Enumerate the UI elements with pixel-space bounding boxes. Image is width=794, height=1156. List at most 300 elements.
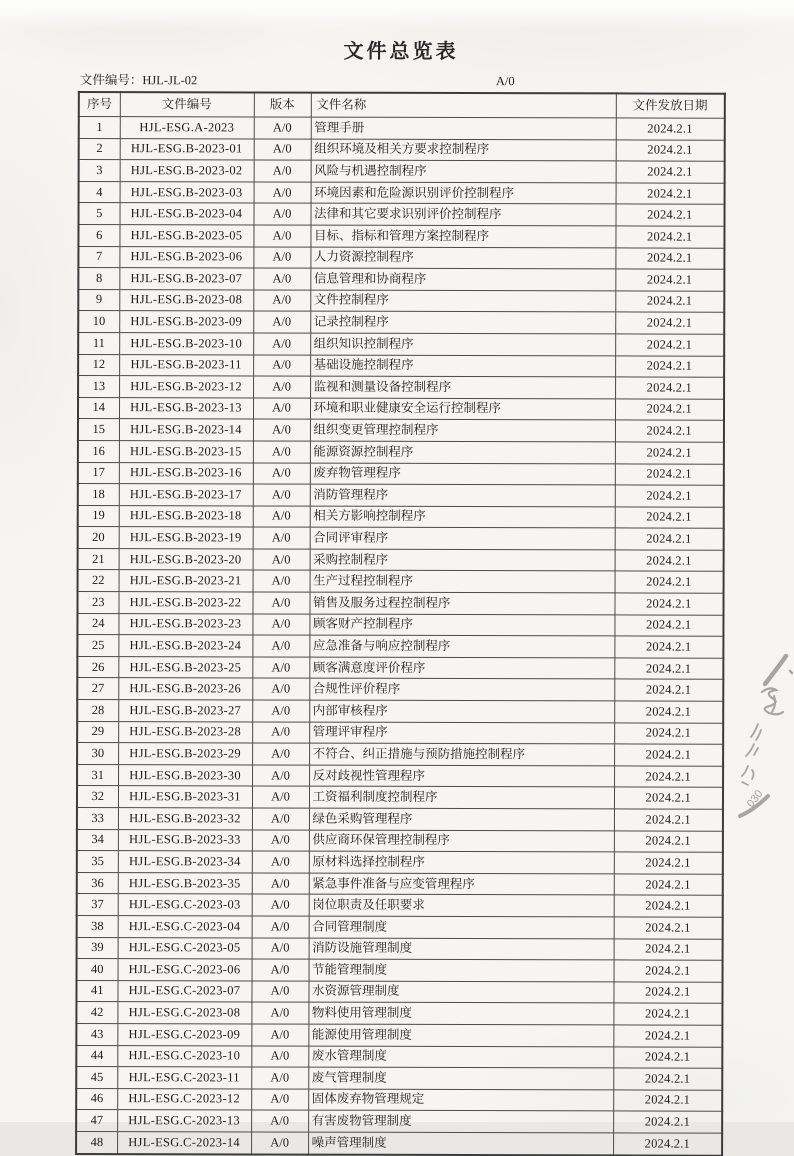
cell-document-name: 有害废物管理制度 [308, 1110, 613, 1132]
cell-document-name: 监视和测量设备控制程序 [310, 376, 615, 398]
document-overview-table [75, 91, 726, 1156]
table-row [76, 980, 722, 1003]
cell-serial-number: 26 [77, 656, 118, 678]
cell-document-code: HJL-ESG.C-2023-03 [118, 894, 252, 916]
cell-version: A/0 [251, 981, 308, 1003]
cell-document-code: HJL-ESG.B-2023-05 [119, 225, 253, 247]
cell-document-name: 物料使用管理制度 [308, 1002, 613, 1024]
cell-document-code: HJL-ESG.B-2023-29 [118, 743, 252, 765]
table-row [78, 484, 724, 507]
cell-serial-number: 12 [78, 354, 119, 376]
cell-document-name: 废气管理制度 [308, 1067, 613, 1089]
cell-issue-date: 2024.2.1 [615, 334, 724, 356]
cell-version: A/0 [251, 1110, 308, 1132]
cell-version: A/0 [254, 117, 311, 139]
cell-issue-date: 2024.2.1 [615, 204, 724, 226]
cell-version: A/0 [253, 268, 310, 290]
table-row [77, 959, 723, 982]
cell-serial-number: 24 [77, 613, 118, 635]
cell-document-code: HJL-ESG.B-2023-17 [119, 484, 253, 506]
cell-document-name: 销售及服务过程控制程序 [309, 592, 614, 614]
cell-issue-date: 2024.2.1 [614, 895, 723, 917]
table-row [77, 592, 723, 615]
cell-document-name: 供应商环保管理控制程序 [309, 830, 614, 852]
cell-issue-date: 2024.2.1 [614, 658, 723, 680]
cell-document-name: 水资源管理制度 [308, 981, 613, 1003]
cell-document-code: HJL-ESG.B-2023-12 [119, 376, 253, 398]
cell-issue-date: 2024.2.1 [614, 917, 723, 939]
cell-version: A/0 [252, 808, 309, 830]
cell-serial-number: 23 [77, 592, 118, 614]
cell-document-name: 废水管理制度 [308, 1046, 613, 1068]
cell-issue-date: 2024.2.1 [615, 269, 724, 291]
cell-serial-number: 32 [77, 786, 118, 808]
cell-document-name: 能源资源控制程序 [310, 441, 615, 463]
table-row [76, 1023, 722, 1046]
cell-document-name: 应急准备与响应控制程序 [309, 635, 614, 657]
partial-stamp-mark [734, 644, 794, 824]
header-row [79, 92, 725, 118]
cell-document-name: 消防管理程序 [310, 484, 615, 506]
table-row [79, 181, 725, 204]
cell-serial-number: 17 [78, 462, 119, 484]
table-row [77, 894, 723, 917]
cell-document-code: HJL-ESG.B-2023-26 [118, 678, 252, 700]
cell-issue-date: 2024.2.1 [615, 377, 724, 399]
cell-issue-date: 2024.2.1 [615, 528, 724, 550]
cell-document-code: HJL-ESG.A-2023 [120, 117, 254, 139]
cell-version: A/0 [252, 916, 309, 938]
cell-document-name: 管理评审程序 [309, 722, 614, 744]
cell-document-name: 原材料选择控制程序 [309, 851, 614, 873]
cell-issue-date: 2024.2.1 [616, 118, 725, 140]
cell-version: A/0 [252, 635, 309, 657]
table-row [77, 656, 723, 679]
cell-issue-date: 2024.2.1 [615, 247, 724, 269]
cell-version: A/0 [253, 462, 310, 484]
table-row [77, 743, 723, 766]
cell-serial-number: 40 [77, 959, 118, 981]
cell-document-code: HJL-ESG.B-2023-02 [120, 160, 254, 182]
table-row [78, 397, 724, 420]
table-body [76, 117, 725, 1156]
document-number [80, 70, 197, 88]
cell-issue-date: 2024.2.1 [614, 787, 723, 809]
cell-issue-date: 2024.2.1 [613, 1133, 722, 1155]
cell-document-code: HJL-ESG.B-2023-33 [118, 829, 252, 851]
header-document-code: 文件编号 [120, 92, 254, 117]
cell-serial-number: 35 [77, 851, 118, 873]
cell-serial-number: 48 [76, 1131, 117, 1153]
cell-version: A/0 [253, 506, 310, 528]
cell-serial-number: 3 [79, 160, 120, 182]
document-number-value: HJL-JL-02 [142, 73, 198, 88]
table-header [79, 92, 725, 118]
cell-document-name: 采购控制程序 [310, 549, 615, 571]
cell-issue-date: 2024.2.1 [615, 291, 724, 313]
table-row [77, 764, 723, 787]
cell-document-code: HJL-ESG.B-2023-34 [118, 851, 252, 873]
table-row [76, 1002, 722, 1025]
cell-document-code: HJL-ESG.B-2023-03 [120, 181, 254, 203]
cell-document-code: HJL-ESG.B-2023-19 [119, 527, 253, 549]
cell-version: A/0 [253, 247, 310, 269]
cell-version: A/0 [252, 722, 309, 744]
table-row [79, 203, 725, 226]
table-row [77, 700, 723, 723]
cell-serial-number: 33 [77, 807, 118, 829]
cell-serial-number: 47 [76, 1110, 117, 1132]
table-row [79, 117, 725, 140]
cell-issue-date: 2024.2.1 [614, 830, 723, 852]
cell-version: A/0 [252, 830, 309, 852]
cell-document-code: HJL-ESG.C-2023-04 [118, 916, 252, 938]
cell-version: A/0 [252, 700, 309, 722]
cell-version: A/0 [253, 570, 310, 592]
cell-serial-number: 45 [76, 1067, 117, 1089]
cell-version: A/0 [253, 290, 310, 312]
cell-document-name: 岗位职责及任职要求 [309, 894, 614, 916]
table-row [77, 807, 723, 830]
cell-document-name: 顾客满意度评价程序 [309, 657, 614, 679]
cell-issue-date: 2024.2.1 [616, 183, 725, 205]
cell-document-name: 紧急事件准备与应变管理程序 [309, 873, 614, 895]
cell-document-code: HJL-ESG.C-2023-08 [117, 1002, 251, 1024]
table-row [78, 440, 724, 463]
cell-document-name: 信息管理和协商程序 [310, 268, 615, 290]
cell-serial-number: 22 [78, 570, 119, 592]
cell-issue-date: 2024.2.1 [613, 1068, 722, 1090]
document-content [75, 34, 724, 1156]
cell-version: A/0 [253, 441, 310, 463]
cell-version: A/0 [254, 160, 311, 182]
cell-document-name: 管理手册 [311, 117, 616, 139]
cell-issue-date: 2024.2.1 [615, 442, 724, 464]
cell-issue-date: 2024.2.1 [613, 1025, 722, 1047]
cell-document-name: 反对歧视性管理程序 [309, 765, 614, 787]
cell-document-name: 绿色采购管理程序 [309, 808, 614, 830]
cell-document-code: HJL-ESG.C-2023-05 [118, 937, 252, 959]
cell-document-code: HJL-ESG.B-2023-10 [119, 333, 253, 355]
cell-document-name: 基础设施控制程序 [310, 355, 615, 377]
cell-version: A/0 [251, 1067, 308, 1089]
cell-document-name: 人力资源控制程序 [310, 247, 615, 269]
cell-issue-date: 2024.2.1 [613, 982, 722, 1004]
cell-document-code: HJL-ESG.B-2023-14 [119, 419, 253, 441]
cell-document-code: HJL-ESG.B-2023-08 [119, 289, 253, 311]
cell-issue-date: 2024.2.1 [614, 766, 723, 788]
cell-document-code: HJL-ESG.B-2023-22 [118, 592, 252, 614]
table-row [78, 419, 724, 442]
cell-version: A/0 [253, 549, 310, 571]
table-row [77, 635, 723, 658]
cell-version: A/0 [253, 354, 310, 376]
table-row [77, 721, 723, 744]
cell-version: A/0 [253, 484, 310, 506]
cell-document-code: HJL-ESG.C-2023-11 [117, 1067, 251, 1089]
cell-document-name: 废弃物管理程序 [310, 463, 615, 485]
table-row [78, 289, 724, 312]
cell-serial-number: 38 [77, 915, 118, 937]
cell-document-code: HJL-ESG.B-2023-24 [118, 635, 252, 657]
cell-issue-date: 2024.2.1 [615, 550, 724, 572]
header-document-name: 文件名称 [311, 93, 616, 118]
cell-serial-number: 1 [79, 117, 120, 139]
cell-issue-date: 2024.2.1 [614, 960, 723, 982]
cell-serial-number: 2 [79, 138, 120, 160]
cell-serial-number: 46 [76, 1088, 117, 1110]
table-row [78, 570, 724, 593]
cell-issue-date: 2024.2.1 [615, 226, 724, 248]
cell-document-name: 工资福利制度控制程序 [309, 787, 614, 809]
cell-document-code: HJL-ESG.B-2023-09 [119, 311, 253, 333]
cell-version: A/0 [251, 1132, 308, 1154]
cell-document-name: 顾客财产控制程序 [309, 614, 614, 636]
cell-serial-number: 28 [77, 700, 118, 722]
cell-document-name: 法律和其它要求识别评价控制程序 [311, 203, 616, 225]
cell-serial-number: 13 [78, 376, 119, 398]
header-serial-number: 序号 [79, 92, 120, 117]
cell-document-code: HJL-ESG.B-2023-32 [118, 808, 252, 830]
table-row [78, 505, 724, 528]
cell-version: A/0 [253, 311, 310, 333]
cell-serial-number: 42 [76, 1002, 117, 1024]
cell-document-code: HJL-ESG.B-2023-30 [118, 764, 252, 786]
cell-serial-number: 6 [78, 224, 119, 246]
table-row [77, 915, 723, 938]
cell-document-name: 内部审核程序 [309, 700, 614, 722]
cell-serial-number: 11 [78, 332, 119, 354]
document-number-label: 文件编号： [79, 73, 143, 88]
table-row [78, 527, 724, 550]
cell-version: A/0 [251, 1045, 308, 1067]
cell-document-code: HJL-ESG.B-2023-18 [119, 505, 253, 527]
table-row [78, 224, 724, 247]
cell-document-code: HJL-ESG.B-2023-35 [118, 872, 252, 894]
table-row [77, 678, 723, 701]
cell-issue-date: 2024.2.1 [614, 636, 723, 658]
cell-issue-date: 2024.2.1 [616, 140, 725, 162]
cell-issue-date: 2024.2.1 [615, 571, 724, 593]
cell-document-code: HJL-ESG.B-2023-11 [119, 354, 253, 376]
cell-issue-date: 2024.2.1 [615, 507, 724, 529]
cell-serial-number: 29 [77, 721, 118, 743]
table-row [78, 332, 724, 355]
cell-document-code: HJL-ESG.B-2023-28 [118, 721, 252, 743]
cell-document-code: HJL-ESG.B-2023-27 [118, 700, 252, 722]
cell-document-name: 合同管理制度 [309, 916, 614, 938]
cell-document-code: HJL-ESG.B-2023-25 [118, 656, 252, 678]
cell-serial-number: 37 [77, 894, 118, 916]
cell-serial-number: 36 [77, 872, 118, 894]
cell-document-name: 合规性评价程序 [309, 679, 614, 701]
cell-issue-date: 2024.2.1 [614, 744, 723, 766]
cell-version: A/0 [252, 959, 309, 981]
table-row [78, 246, 724, 269]
cell-document-code: HJL-ESG.C-2023-13 [117, 1110, 251, 1132]
table-row [77, 613, 723, 636]
cell-issue-date: 2024.2.1 [615, 312, 724, 334]
cell-serial-number: 31 [77, 764, 118, 786]
table-row [76, 1110, 722, 1133]
cell-document-name: 能源使用管理制度 [308, 1024, 613, 1046]
cell-document-code: HJL-ESG.B-2023-21 [119, 570, 253, 592]
cell-document-name: 固体废弃物管理规定 [308, 1089, 613, 1111]
cell-issue-date: 2024.2.1 [615, 420, 724, 442]
cell-serial-number: 25 [77, 635, 118, 657]
table-row [79, 138, 725, 161]
cell-issue-date: 2024.2.1 [616, 161, 725, 183]
cell-version: A/0 [252, 894, 309, 916]
cell-document-name: 节能管理制度 [309, 959, 614, 981]
cell-document-code: HJL-ESG.B-2023-13 [119, 397, 253, 419]
cell-document-code: HJL-ESG.C-2023-06 [118, 959, 252, 981]
cell-serial-number: 4 [79, 181, 120, 203]
cell-version: A/0 [253, 333, 310, 355]
cell-version: A/0 [254, 203, 311, 225]
table-row [77, 872, 723, 895]
cell-issue-date: 2024.2.1 [613, 1111, 722, 1133]
cell-issue-date: 2024.2.1 [614, 679, 723, 701]
cell-document-name: 合同评审程序 [310, 527, 615, 549]
cell-issue-date: 2024.2.1 [615, 355, 724, 377]
cell-serial-number: 18 [78, 484, 119, 506]
cell-document-name: 组织环境及相关方要求控制程序 [311, 139, 616, 161]
cell-document-name: 文件控制程序 [310, 290, 615, 312]
cell-document-name: 组织变更管理控制程序 [310, 419, 615, 441]
cell-version: A/0 [252, 851, 309, 873]
cell-document-name: 不符合、纠正措施与预防措施控制程序 [309, 743, 614, 765]
cell-serial-number: 15 [78, 419, 119, 441]
cell-document-code: HJL-ESG.C-2023-12 [117, 1088, 251, 1110]
cell-issue-date: 2024.2.1 [614, 809, 723, 831]
cell-serial-number: 27 [77, 678, 118, 700]
cell-issue-date: 2024.2.1 [613, 1003, 722, 1025]
cell-document-code: HJL-ESG.B-2023-31 [118, 786, 252, 808]
cell-document-name: 风险与机遇控制程序 [311, 160, 616, 182]
cell-document-name: 组织知识控制程序 [310, 333, 615, 355]
cell-issue-date: 2024.2.1 [613, 1090, 722, 1112]
cell-document-code: HJL-ESG.B-2023-06 [119, 246, 253, 268]
cell-version: A/0 [252, 657, 309, 679]
cell-issue-date: 2024.2.1 [614, 701, 723, 723]
cell-serial-number: 21 [78, 548, 119, 570]
cell-version: A/0 [253, 225, 310, 247]
table-row [76, 1131, 722, 1155]
cell-version: A/0 [254, 182, 311, 204]
cell-document-code: HJL-ESG.B-2023-07 [119, 268, 253, 290]
cell-version: A/0 [251, 1089, 308, 1111]
table-row [77, 786, 723, 809]
cell-serial-number: 14 [78, 397, 119, 419]
cell-version: A/0 [252, 678, 309, 700]
cell-document-code: HJL-ESG.C-2023-09 [117, 1024, 251, 1046]
cell-version: A/0 [251, 1002, 308, 1024]
cell-version: A/0 [253, 398, 310, 420]
cell-document-code: HJL-ESG.B-2023-01 [120, 138, 254, 160]
cell-document-name: 记录控制程序 [310, 311, 615, 333]
cell-document-code: HJL-ESG.B-2023-04 [120, 203, 254, 225]
stamp-number: 030 [744, 787, 766, 810]
table-row [76, 1067, 722, 1090]
cell-serial-number: 43 [76, 1023, 117, 1045]
cell-version: A/0 [253, 527, 310, 549]
cell-issue-date: 2024.2.1 [614, 852, 723, 874]
cell-document-name: 环境和职业健康安全运行控制程序 [310, 398, 615, 420]
table-row [77, 829, 723, 852]
cell-issue-date: 2024.2.1 [615, 463, 724, 485]
cell-document-code: HJL-ESG.C-2023-07 [117, 980, 251, 1002]
cell-serial-number: 10 [78, 311, 119, 333]
cell-serial-number: 41 [76, 980, 117, 1002]
cell-version: A/0 [251, 1024, 308, 1046]
cell-document-code: HJL-ESG.B-2023-20 [119, 548, 253, 570]
table-row [76, 1045, 722, 1068]
cell-document-code: HJL-ESG.B-2023-23 [118, 613, 252, 635]
cell-serial-number: 7 [78, 246, 119, 268]
cell-serial-number: 16 [78, 440, 119, 462]
cell-serial-number: 8 [78, 268, 119, 290]
cell-version: A/0 [253, 376, 310, 398]
cell-document-name: 相关方影响控制程序 [310, 506, 615, 528]
cell-document-code: HJL-ESG.B-2023-16 [119, 462, 253, 484]
table-row [77, 937, 723, 960]
cell-serial-number: 34 [77, 829, 118, 851]
cell-serial-number: 30 [77, 743, 118, 765]
header-issue-date: 文件发放日期 [616, 93, 725, 118]
revision-mark: A/0 [495, 74, 515, 89]
meta-row [78, 65, 724, 93]
cell-document-name: 噪声管理制度 [308, 1132, 613, 1155]
cell-issue-date: 2024.2.1 [615, 399, 724, 421]
cell-issue-date: 2024.2.1 [614, 723, 723, 745]
cell-document-code: HJL-ESG.C-2023-10 [117, 1045, 251, 1067]
table-row [78, 311, 724, 334]
cell-version: A/0 [253, 419, 310, 441]
cell-issue-date: 2024.2.1 [615, 485, 724, 507]
table-row [77, 851, 723, 874]
cell-document-code: HJL-ESG.C-2023-14 [117, 1132, 251, 1154]
cell-version: A/0 [252, 938, 309, 960]
table-row [78, 548, 724, 571]
cell-document-name: 生产过程控制程序 [310, 571, 615, 593]
cell-serial-number: 20 [78, 527, 119, 549]
header-version: 版本 [254, 92, 311, 117]
cell-version: A/0 [252, 592, 309, 614]
cell-document-code: HJL-ESG.B-2023-15 [119, 441, 253, 463]
cell-document-name: 目标、指标和管理方案控制程序 [310, 225, 615, 247]
table-row [78, 268, 724, 291]
cell-serial-number: 5 [79, 203, 120, 225]
cell-serial-number: 39 [77, 937, 118, 959]
table-row [79, 160, 725, 183]
cell-version: A/0 [252, 786, 309, 808]
cell-version: A/0 [252, 765, 309, 787]
cell-document-name: 消防设施管理制度 [309, 938, 614, 960]
cell-version: A/0 [252, 614, 309, 636]
cell-version: A/0 [252, 873, 309, 895]
cell-issue-date: 2024.2.1 [614, 615, 723, 637]
cell-version: A/0 [252, 743, 309, 765]
cell-serial-number: 19 [78, 505, 119, 527]
table-row [76, 1088, 722, 1111]
table-row [78, 462, 724, 485]
cell-serial-number: 9 [78, 289, 119, 311]
cell-issue-date: 2024.2.1 [614, 938, 723, 960]
table-row [78, 376, 724, 399]
cell-document-name: 环境因素和危险源识别评价控制程序 [311, 182, 616, 204]
page-title: 文件总览表 [343, 40, 459, 63]
